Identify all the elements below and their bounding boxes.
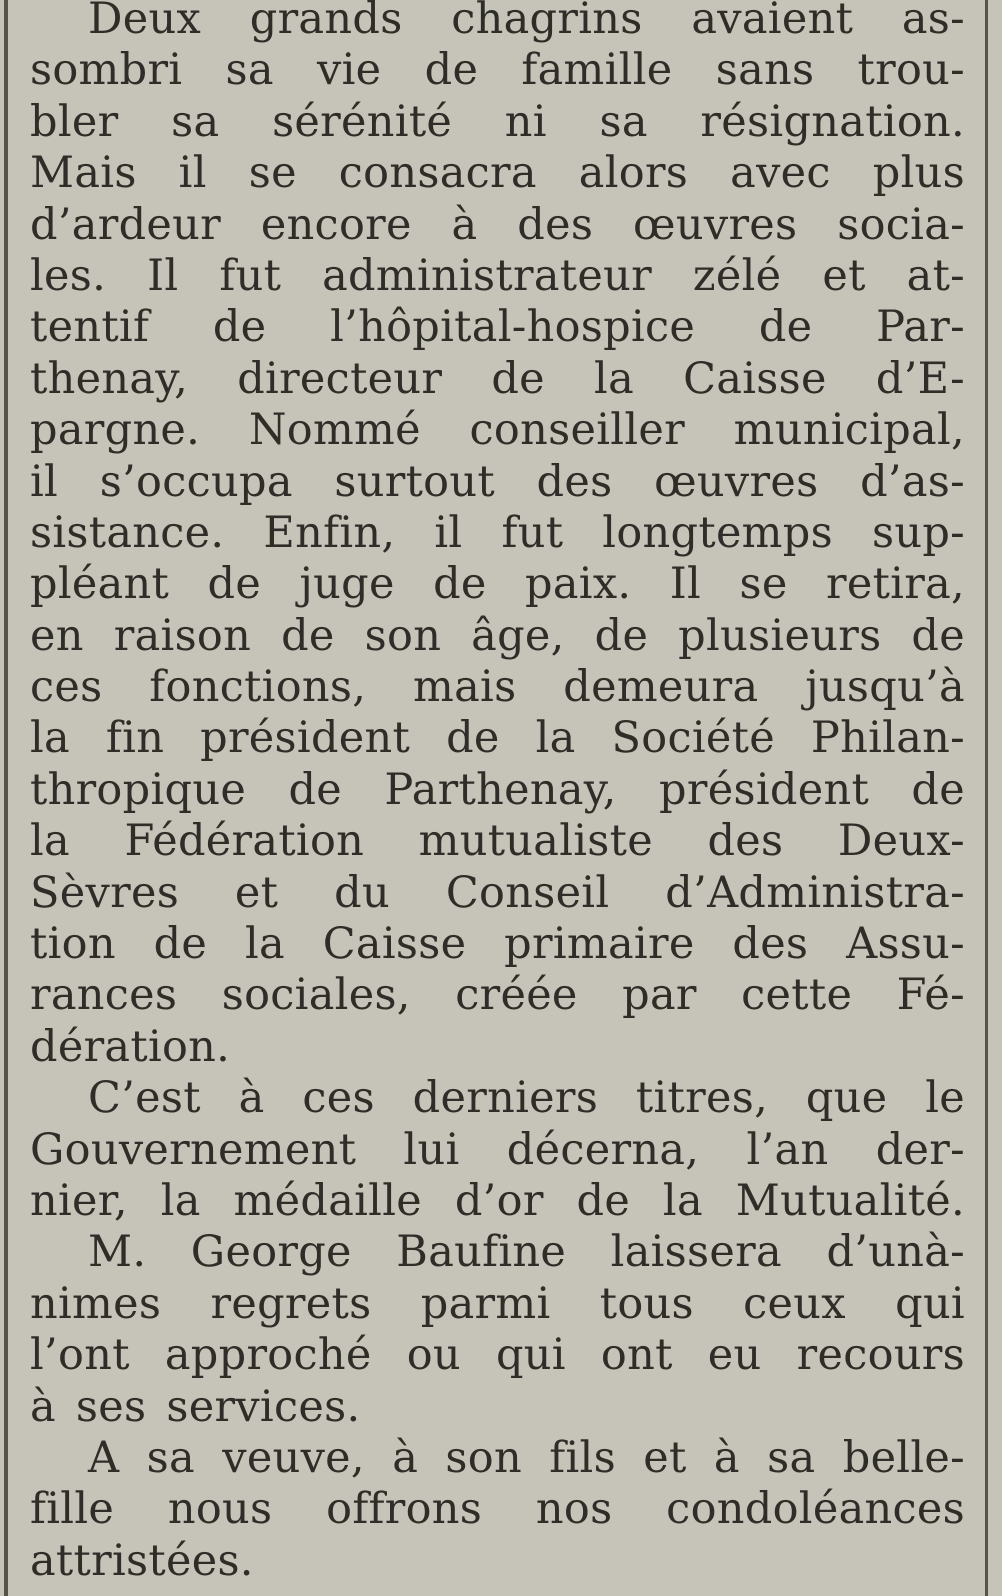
text-line: Mais il se consacra alors avec plus xyxy=(30,148,965,199)
text-line: Gouvernement lui décerna, l’an der- xyxy=(30,1124,965,1175)
text-line: thropique de Parthenay, président de xyxy=(30,764,965,815)
text-line: les. Il fut administrateur zélé et at- xyxy=(30,250,965,301)
text-line: ces fonctions, mais demeura jusqu’à xyxy=(30,662,965,713)
text-line: Sèvres et du Conseil d’Administra- xyxy=(30,867,965,918)
text-line: rances sociales, créée par cette Fé- xyxy=(30,970,965,1021)
text-line: pargne. Nommé conseiller municipal, xyxy=(30,405,965,456)
text-line: la Fédération mutualiste des Deux- xyxy=(30,816,965,867)
text-line: nimes regrets parmi tous ceux qui xyxy=(30,1278,965,1329)
text-line: pléant de juge de paix. Il se retira, xyxy=(30,559,965,610)
text-line: en raison de son âge, de plusieurs de xyxy=(30,610,965,661)
paragraph-4 xyxy=(30,1433,965,1587)
text-line: sombri sa vie de famille sans trou- xyxy=(30,45,965,96)
text-line: Deux grands chagrins avaient as- xyxy=(88,0,965,44)
text-line: tion de la Caisse primaire des Assu- xyxy=(30,919,965,970)
text-line: fille nous offrons nos condoléances xyxy=(30,1484,965,1535)
text-line: A sa veuve, à son fils et à sa belle- xyxy=(88,1432,965,1483)
text-line: sistance. Enfin, il fut longtemps sup- xyxy=(30,507,965,558)
text-line: M. George Baufine laissera d’unà- xyxy=(88,1227,965,1278)
column-rule-right xyxy=(985,0,988,1596)
text-line: nier, la médaille d’or de la Mutualité. xyxy=(30,1175,965,1226)
text-line: bler sa sérénité ni sa résignation. xyxy=(30,96,965,147)
article-text xyxy=(30,0,965,1596)
column-rule-left xyxy=(4,0,8,1596)
text-line: il s’occupa surtout des œuvres d’as- xyxy=(30,456,965,507)
text-line: attristées. xyxy=(30,1535,254,1586)
text-line: C’est à ces derniers titres, que le xyxy=(88,1073,965,1124)
text-line: d’ardeur encore à des œuvres socia- xyxy=(30,199,965,250)
paragraph-3 xyxy=(30,1227,965,1433)
text-line: à ses services. xyxy=(30,1381,361,1432)
text-line: la fin président de la Société Philan- xyxy=(30,713,965,764)
text-line: tentif de l’hôpital-hospice de Par- xyxy=(30,302,965,353)
paragraph-1 xyxy=(30,0,965,1073)
paragraph-2 xyxy=(30,1073,965,1227)
text-line: thenay, directeur de la Caisse d’E- xyxy=(30,353,965,404)
text-line: dération. xyxy=(30,1021,231,1072)
text-line: l’ont approché ou qui ont eu recours xyxy=(30,1330,965,1381)
